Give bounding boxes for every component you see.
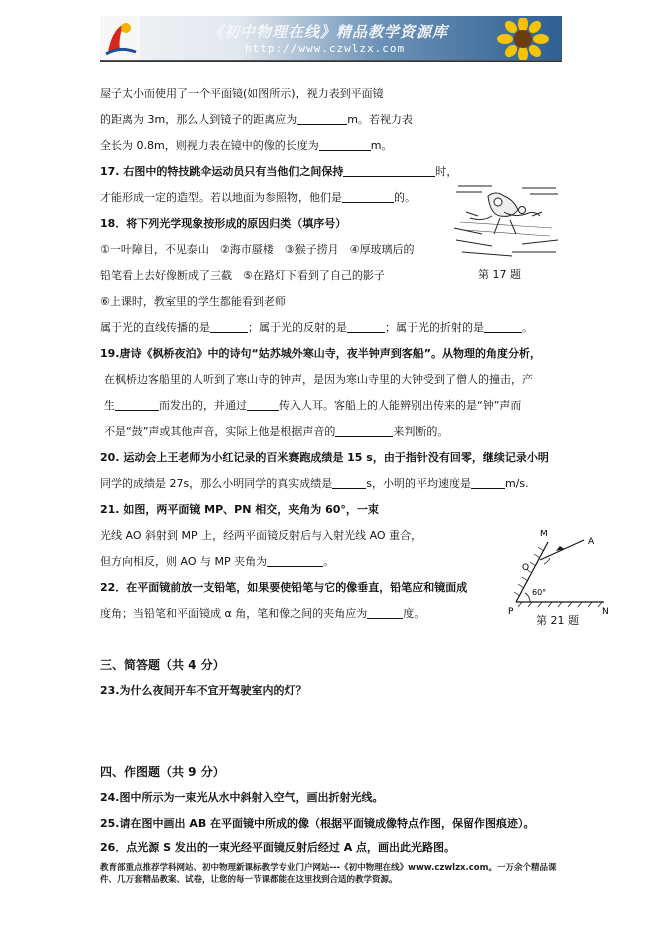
label-M: M [540,530,548,539]
text: ⑥上课时，教室里的学生都能看到老师 [100,295,286,308]
text-line [100,294,286,310]
text: 。 [522,321,533,334]
question-17 [100,164,457,180]
text: 四、作图题（共 9 分） [100,765,225,779]
text: ①一叶障目，不见泰山 ②海市蜃楼 ③猴子捞月 ④厚玻璃后的 [100,243,415,256]
text: 属于光的直线传播的是 [100,321,210,334]
header-banner [100,16,562,61]
text: 25.请在图中画出 AB 在平面镜中所成的像（根据平面镜成像特点作图，保留作图痕迹）。 [100,817,535,830]
figure-17-caption: 第 17 题 [478,268,521,281]
answer-blank[interactable] [297,112,347,125]
text: m。若视力表 [347,113,413,126]
text: 。 [323,555,335,568]
text-line [100,554,334,570]
figure-17 [452,182,562,280]
text: 21. 如图，两平面镜 MP、PN 相交，夹角为 60°，一束 [100,503,379,516]
answer-blank[interactable] [247,398,279,411]
text: 19.唐诗《枫桥夜泊》中的诗句“姑苏城外寒山寺，夜半钟声到客船”。从物理的角度分析， [100,347,541,360]
text: 20. 运动会上王老师为小红记录的百米赛跑成绩是 15 s，由于指针没有回零，继续记录小明 [100,451,549,464]
text: 17. 右图中的特技跳伞运动员只有当他们之间保持 [100,165,344,178]
banner-url: http://www.czwlzx.com [245,42,406,55]
question-24 [100,790,384,806]
text: 三、简答题（共 4 分） [100,658,225,672]
label-P: P [508,607,514,616]
text: 时， [435,165,458,178]
answer-blank[interactable] [319,138,371,151]
text: 的。 [394,191,416,204]
text-line [100,268,385,284]
answer-blank[interactable] [342,190,394,203]
text: 24.图中所示为一束光从水中斜射入空气，画出折射光线。 [100,791,384,804]
text-line [104,424,448,440]
text: ；属于光的折射的是 [385,321,484,334]
text-line [100,190,416,206]
text-line [100,86,384,102]
question-19 [100,346,541,362]
text-line [104,398,521,414]
text-line [100,112,413,128]
question-26 [100,840,455,856]
label-O: O [522,563,530,573]
text-line [104,372,533,388]
text: 但方向相反，则 AO 与 MP 夹角为 [100,555,268,568]
question-20 [100,450,549,466]
question-21 [100,502,379,518]
answer-blank[interactable] [347,320,385,333]
text-line [100,320,533,336]
site-logo [100,16,140,60]
section-heading-short-answer [100,657,225,673]
text: 度。 [403,607,426,620]
text-line [100,242,414,258]
question-22 [100,580,467,596]
label-A: A [588,537,595,547]
mirror-diagram [506,530,616,616]
footer-note: 教育部重点推荐学科网站、初中物理新课标教学专业门户网站---《初中物理在线》www.czwlzx.com。一万余个精品课件、几万套精品教案、试卷，让您的每一节课都能在这里找到合适的教学资源。 [100,863,557,885]
answer-blank[interactable] [332,476,366,489]
answer-blank[interactable] [335,424,393,437]
answer-blank[interactable] [343,164,435,177]
label-angle: 60° [532,588,547,597]
text-line [100,606,425,622]
text: ；属于光的反射的是 [248,321,347,334]
text: 18．将下列光学现象按形成的原因归类（填序号） [100,217,347,230]
question-18 [100,216,346,232]
section-heading-drawing [100,764,225,780]
text: 全长为 0.8m，则视力表在镜中的像的长度为 [100,139,319,152]
figure-21 [506,530,616,630]
answer-blank[interactable] [367,606,403,619]
text: 同学的成绩是 27s，那么小明同学的真实成绩是 [100,477,333,490]
question-23 [100,683,307,699]
text: 铅笔看上去好像断成了三截 ⑤在路灯下看到了自己的影子 [100,269,385,282]
text: m。 [370,139,393,152]
text-line [100,138,392,154]
header-rule [100,61,562,62]
text: 在枫桥边客船里的人听到了寒山寺的钟声，是因为寒山寺里的大钟受到了僧人的撞击，产 [104,373,533,386]
answer-blank[interactable] [210,320,248,333]
label-N: N [602,607,609,616]
text: 22．在平面镜前放一支铅笔，如果要使铅笔与它的像垂直，铅笔应和镜面成 [100,581,468,594]
banner-title: 《初中物理在线》精品教学资源库 [208,23,449,41]
answer-blank[interactable] [484,320,522,333]
logo-icon [100,16,140,60]
text: 而发出的，并通过 [159,399,247,412]
sunflower-icon [490,18,556,60]
answer-blank[interactable] [115,398,159,411]
text: 26．点光源 S 发出的一束光经平面镜反射后经过 A 点，画出此光路图。 [100,841,456,854]
text-line [100,528,422,544]
text: 度角；当铅笔和平面镜成 α 角，笔和像之间的夹角应为 [100,607,368,620]
skydivers-illustration [452,182,562,262]
answer-blank[interactable] [471,476,505,489]
text: 不是“鼓”声或其他声音，实际上他是根据声音的 [104,425,336,438]
text-line [100,476,529,492]
answer-blank[interactable] [267,554,323,567]
question-25 [100,816,535,832]
text: 的距离为 3m，那么人到镜子的距离应为 [100,113,298,126]
text: 光线 AO 斜射到 MP 上，经两平面镜反射后与入射光线 AO 重合， [100,529,423,542]
text: s，小明的平均速度是 [366,477,471,490]
text: m/s. [504,477,529,490]
text: 生 [104,399,115,412]
figure-21-caption: 第 21 题 [536,614,579,627]
text: 23.为什么夜间开车不宜开驾驶室内的灯？ [100,684,307,697]
text: 屋子太小而使用了一个平面镜(如图所示)，视力表到平面镜 [100,87,384,100]
text: 才能形成一定的造型。若以地面为参照物，他们是 [100,191,342,204]
text: 来判断的。 [393,425,449,438]
text: 传入人耳。客船上的人能辨别出传来的是“钟”声而 [279,399,522,412]
